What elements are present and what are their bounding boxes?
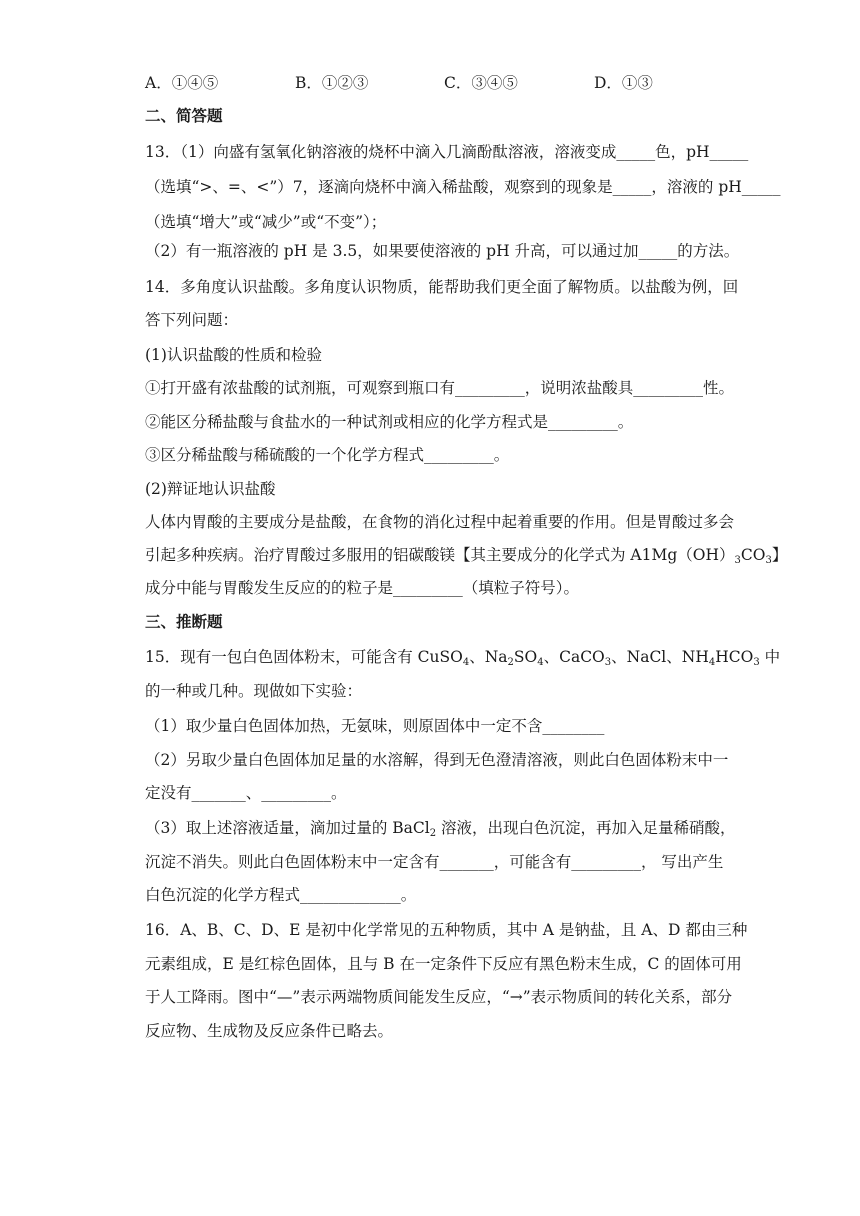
q14-line-9: 引起多种疾病。治疗胃酸过多服用的铝碳酸镁【其主要成分的化学式为 $A1Mg(OH)_3CO_3$】 — [145, 546, 788, 566]
q16-line-2: 元素组成，E 是红棕色固体，且与 B 在一定条件下反应有黑色粉末生成，C 的固体可用 — [145, 955, 742, 973]
option-d: D．①③ — [594, 74, 653, 92]
q15-line-8: 白色沉淀的化学方程式_____________。 — [145, 886, 417, 904]
q15-line-3: （1）取少量白色固体加热，无氨味，则原固体中一定不含________ — [145, 717, 605, 735]
q15-line-4: （2）另取少量白色固体加足量的水溶解，得到无色澄清溶液，则此白色固体粉末中一 — [145, 751, 729, 769]
q15-line-6: （3）取上述溶液适量，滴加过量的 BaCl$_2$ 溶液，出现白色沉淀，再加入足量稀硝酸， — [145, 819, 736, 839]
q16-line-4: 反应物、生成物及反应条件已略去。 — [145, 1022, 394, 1040]
q15-line-1: 15．现有一包白色固体粉末，可能含有 CuSO$_4$、$Na_2SO_4$、CaCO$_3$、NaCl、$NH_4HCO_3$ 中 — [145, 648, 781, 668]
option-a: A．①④⑤ — [145, 74, 219, 92]
option-b: B．①②③ — [295, 74, 369, 92]
q14-line-3: (1)认识盐酸的性质和检验 — [145, 346, 322, 364]
q16-line-3: 于人工降雨。图中“—”表示两端物质间能发生反应，“→”表示物质间的转化关系，部分 — [145, 988, 733, 1006]
q13-line-1: 13．（1）向盛有氢氧化钠溶液的烧杯中滴入几滴酚酞溶液，溶液变成_____色，pH_____ — [145, 143, 749, 161]
q14-line-7: (2)辩证地认识盐酸 — [145, 480, 276, 498]
q14-line-6: ③区分稀盐酸与稀硫酸的一个化学方程式_________。 — [145, 446, 510, 464]
q14-line-1: 14．多角度认识盐酸。多角度认识物质，能帮助我们更全面了解物质。以盐酸为例，回 — [145, 278, 739, 296]
q15-line-5: 定没有_______、_________。 — [145, 784, 347, 802]
q14-line-4: ①打开盛有浓盐酸的试剂瓶，可观察到瓶口有_________，说明浓盐酸具_________性。 — [145, 379, 735, 397]
q13-line-4: （2）有一瓶溶液的 pH 是 3.5，如果要使溶液的 pH 升高，可以通过加_____的方法。 — [145, 242, 740, 260]
q13-line-3: （选填“增大”或“减少”或“不变”）； — [145, 213, 387, 231]
section-heading-inference: 三、推断题 — [145, 612, 223, 631]
q16-line-1: 16．A、B、C、D、E 是初中化学常见的五种物质，其中 A 是钠盐，且 A、D 都由三种 — [145, 921, 748, 939]
q15-line-2: 的一种或几种。现做如下实验： — [145, 682, 363, 700]
q14-line-10: 成分中能与胃酸发生反应的的粒子是_________（填粒子符号）。 — [145, 579, 580, 597]
q14-line-2: 答下列问题： — [145, 311, 239, 329]
q13-line-2: （选填“>、=、<”）7，逐滴向烧杯中滴入稀盐酸，观察到的现象是_____，溶液的 pH_____ — [145, 178, 781, 196]
q15-line-7: 沉淀不消失。则此白色固体粉末中一定含有_______，可能含有_________， 写出产生 — [145, 853, 724, 871]
option-c: C．③④⑤ — [444, 74, 518, 92]
section-heading-short-answer: 二、简答题 — [145, 106, 223, 125]
q14-line-5: ②能区分稀盐酸与食盐水的一种试剂或相应的化学方程式是_________。 — [145, 413, 634, 431]
q14-line-8: 人体内胃酸的主要成分是盐酸，在食物的消化过程中起着重要的作用。但是胃酸过多会 — [145, 513, 735, 531]
